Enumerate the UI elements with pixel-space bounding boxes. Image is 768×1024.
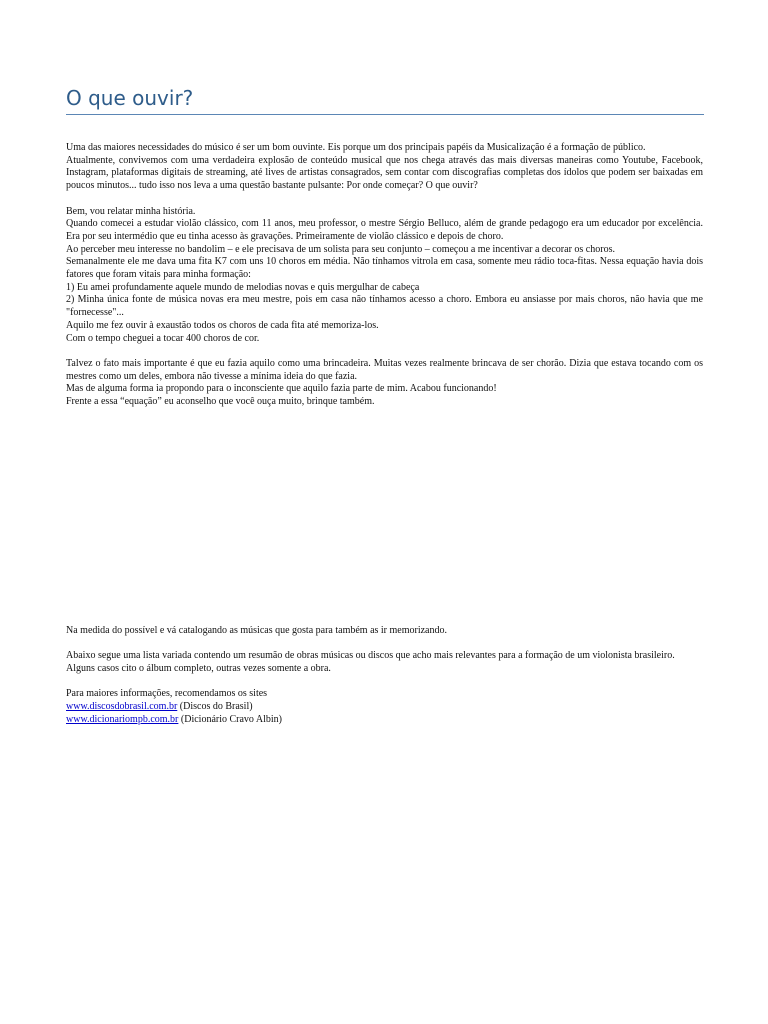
paragraph: Talvez o fato mais importante é que eu fazia aquilo como uma brincadeira. Muitas vezes realmente brincava de ser chorão. Dizia que estava tocando com os mestres como um deles, embora não tivesse a mínima ideia do que fazia. <box>66 357 703 382</box>
list-item: 1) Eu amei profundamente aquele mundo de melodias novas e quis mergulhar de cabeça <box>66 281 420 293</box>
blank-line <box>66 345 703 358</box>
title-divider <box>66 114 704 115</box>
paragraph: Abaixo segue uma lista variada contendo um resumão de obras músicas ou discos que acho mais relevantes para a formação de um violonista brasileiro. <box>66 650 675 662</box>
paragraph: Mas de alguma forma ia propondo para o inconsciente que aquilo fazia parte de mim. Acabou funcionando! <box>66 383 497 395</box>
paragraph: Quando comecei a estudar violão clássico, com 11 anos, meu professor, o mestre Sérgio Belluco, além de grande pedagogo era um educador por excelência. Era por seu intermédio que eu tinha acesso às gravações. Primeiramente de violão clássico e depois de choro. <box>66 218 703 242</box>
paragraph: Ao perceber meu interesse no bandolim – e ele precisava de um solista para seu conjunto – começou a me incentivar a decorar os choros. <box>66 243 615 255</box>
paragraph: Uma das maiores necessidades do músico é ser um bom ouvinte. Eis porque um dos principais papéis da Musicalização é a formação de público. <box>66 142 646 153</box>
blank-line <box>66 193 703 206</box>
paragraph: Bem, vou relatar minha história. <box>66 205 196 217</box>
site-link-dicionario-mpb[interactable]: www.dicionariompb.com.br <box>66 713 179 725</box>
site-line <box>66 714 703 727</box>
paragraph: Com o tempo cheguei a tocar 400 choros de cor. <box>66 332 260 344</box>
story-section <box>66 142 703 409</box>
page-title: O que ouvir? <box>66 86 194 110</box>
paragraph: Aquilo me fez ouvir à exaustão todos os choros de cada fita até memoriza-los. <box>66 319 379 331</box>
site-line <box>66 701 703 714</box>
blank-line <box>66 638 703 651</box>
paragraph: Frente a essa “equação” eu aconselho que você ouça muito, brinque também. <box>66 396 375 408</box>
paragraph: Para maiores informações, recomendamos os sites <box>66 688 268 700</box>
recommendation-section <box>66 625 703 727</box>
site-link-discos-do-brasil[interactable]: www.discosdobrasil.com.br <box>66 701 178 713</box>
paragraph: Atualmente, convivemos com uma verdadeira explosão de conteúdo musical que nos chega através das mais diversas maneiras como Youtube, Facebook, Instagram, plataformas digitais de streaming, até lives de artistas consagrados, sem contar com discografias completas dos ídolos que podem ser baixadas em poucos minutos... tudo isso nos leva a uma questão bastante pulsante: Por onde começar? O que ouvir? <box>66 154 703 192</box>
paragraph: Semanalmente ele me dava uma fita K7 com uns 10 choros em média. Não tínhamos vitrola em casa, somente meu rádio toca-fitas. Nessa equação havia dois fatores que foram vitais para minha formação: <box>66 256 703 281</box>
site-description: (Dicionário Cravo Albin) <box>178 713 282 725</box>
list-item: 2) Minha única fonte de música novas era meu mestre, pois em casa não tínhamos acesso a choro. Embora eu ansiasse por mais choros, não havia que me "fornecesse"... <box>66 294 703 319</box>
paragraph: Na medida do possível e vá catalogando as músicas que gosta para também as ir memorizando. <box>66 625 447 636</box>
paragraph: Alguns casos cito o álbum completo, outras vezes somente a obra. <box>66 663 331 675</box>
site-description: (Discos do Brasil) <box>177 701 253 713</box>
blank-line <box>66 676 703 689</box>
